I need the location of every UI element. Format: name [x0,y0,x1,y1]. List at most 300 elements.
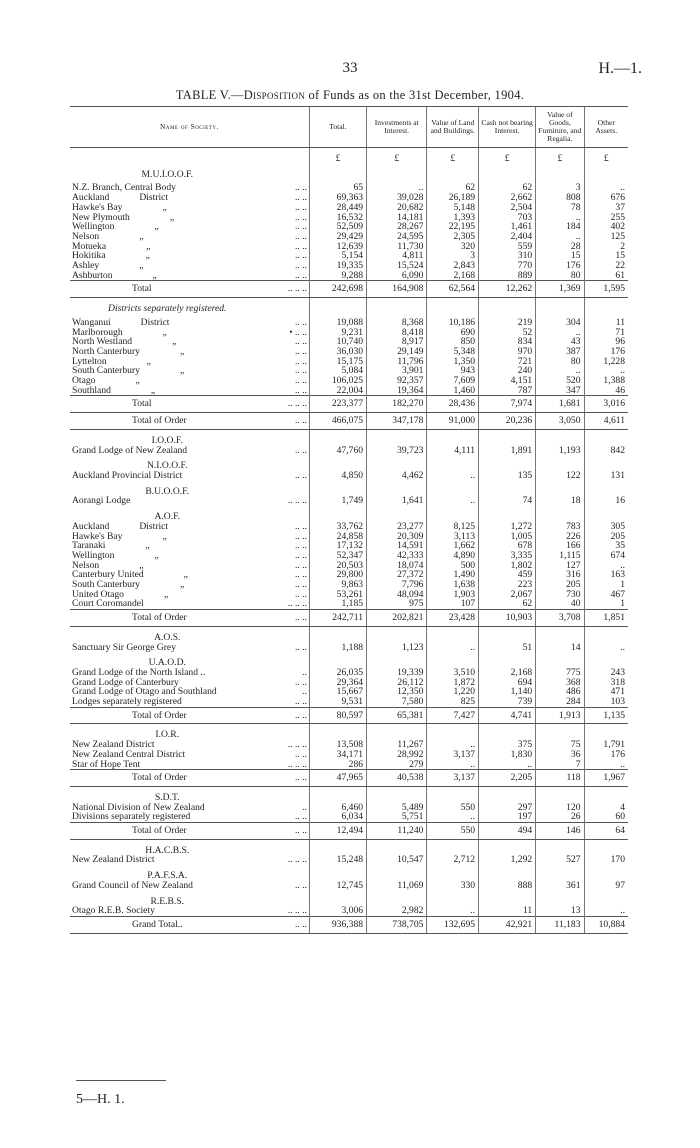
cash-cell: 10,903 [479,610,536,627]
investments-cell: 65,381 [367,707,427,724]
goods-cell: .. [536,232,584,242]
land-cell: 22,195 [427,222,479,232]
land-cell: 10,186 [427,314,479,328]
society-name [70,881,266,891]
society-heading-row [70,455,628,471]
leader-dots: .. .. [294,588,307,600]
other-cell: 676 [584,193,628,203]
cash-cell: 2,168 [479,668,536,678]
table-row [70,179,628,193]
society-name-text: Southland [72,384,111,396]
society-name-text: New Zealand District [72,854,155,866]
cash-cell: 770 [479,261,536,271]
cash-cell: 11 [479,906,536,916]
society-name-text: New Plymouth [72,211,130,223]
subheading: Districts separately registered. [108,303,227,315]
goods-cell: 284 [536,697,584,707]
currency-symbol: £ [584,148,628,164]
land-cell: 8,125 [427,522,479,532]
other-cell: .. [584,906,628,916]
total-cell: 15,175 [309,357,366,367]
society-name-text: Wanganui [72,316,111,328]
land-cell: .. [427,812,479,822]
goods-cell: 184 [536,222,584,232]
society-name-text: N.Z. Branch, Central Body [72,182,176,194]
goods-cell: 387 [536,347,584,357]
other-cell: 4 [584,803,628,813]
leader-dots: .. .. [294,530,307,542]
leader-dots: .. .. .. [287,854,307,866]
society-heading-row [70,164,628,180]
society-name-text: Grand Total.. [132,919,183,930]
cash-cell: 3,335 [479,551,536,561]
land-cell: 3,137 [427,770,479,787]
total-cell: 9,231 [309,328,366,338]
leader-dots: .. .. [294,269,307,281]
other-cell: 35 [584,541,628,551]
goods-cell: 1,115 [536,551,584,561]
society-name-text: National Division of New Zealand [72,801,205,813]
land-cell: 3,113 [427,532,479,542]
leader-dots: .. .. [294,540,307,552]
cash-cell: 219 [479,314,536,328]
leader-dots: .. .. [294,230,307,242]
leader-dots: .. .. [294,365,307,377]
investments-cell: 5,751 [367,812,427,822]
society-name-text: Total of Order [132,612,187,624]
other-cell: 1,595 [584,281,628,298]
cash-cell: 889 [479,271,536,281]
total-cell: 53,261 [309,590,366,600]
ditto-mark: „ [145,250,150,262]
table-row [70,314,628,328]
land-cell: 5,148 [427,203,479,213]
society-name [70,413,266,430]
total-cell: 286 [309,760,366,770]
goods-cell: 775 [536,668,584,678]
ditto-mark: „ [179,579,185,591]
land-cell: 550 [427,823,479,840]
society-name-text: Grand Lodge of Otago and Southland [72,686,217,698]
leader-dots: .. .. .. [287,739,307,751]
other-cell: 205 [584,532,628,542]
society-name-text: Total [132,398,152,410]
investments-cell: 28,992 [367,750,427,760]
land-cell: 23,428 [427,610,479,627]
society-name-text: Ashley [72,260,100,272]
total-cell: 47,760 [309,446,366,456]
society-name-text: Taranaki [72,540,106,552]
investments-cell: 3,901 [367,366,427,376]
cash-cell: 739 [479,697,536,707]
investments-cell: 12,350 [367,687,427,697]
land-cell: 3,137 [427,750,479,760]
other-cell: 4,611 [584,413,628,430]
society-name-text: Grand Council of New Zealand [72,879,193,891]
other-cell: .. [584,561,628,571]
table-row [70,643,628,653]
society-name [70,386,266,396]
investments-cell: 738,705 [367,917,427,934]
investments-cell: 19,364 [367,386,427,396]
cash-cell: 12,262 [479,281,536,298]
society-name-text: Grand Lodge of New Zealand [72,444,188,456]
goods-cell: 80 [536,357,584,367]
land-cell: .. [427,496,479,506]
goods-cell: 80 [536,271,584,281]
column-total: Total. [309,107,366,148]
other-cell: 1,135 [584,707,628,724]
land-cell: 550 [427,803,479,813]
investments-cell: 202,821 [367,610,427,627]
society-heading: A.O.F. [154,511,181,523]
cash-cell: 51 [479,643,536,653]
investments-cell: 11,730 [367,242,427,252]
leader-dots: .. .. [294,696,307,708]
cash-cell: 375 [479,740,536,750]
leader-dots: .. .. .. [266,396,310,413]
society-heading-row [70,652,628,668]
cash-cell: 721 [479,357,536,367]
land-cell: 850 [427,337,479,347]
leader-dots: .. .. [294,676,307,688]
total-cell: 466,075 [309,413,366,430]
leader-dots: .. .. [294,260,307,272]
other-cell: 305 [584,522,628,532]
total-cell: 12,494 [309,823,366,840]
cash-cell: 135 [479,471,536,481]
total-cell: 26,035 [309,668,366,678]
district-label: District [139,520,169,532]
investments-cell: 1,123 [367,643,427,653]
investments-cell: 1,641 [367,496,427,506]
society-name [70,599,266,609]
leader-dots: .. .. [294,748,307,760]
leader-dots: .. .. [294,192,307,204]
goods-cell: 28 [536,242,584,252]
cash-cell: 52 [479,328,536,338]
cash-cell: 1,461 [479,222,536,232]
goods-cell: 26 [536,812,584,822]
other-cell: 16 [584,496,628,506]
society-heading: A.O.S. [154,631,181,643]
goods-cell: .. [536,366,584,376]
society-heading-row [70,626,628,642]
leader-dots: .. .. [294,375,307,387]
investments-cell: 11,267 [367,740,427,750]
ditto-mark: „ [139,559,144,571]
land-cell: 1,460 [427,386,479,396]
total-row [70,707,628,724]
ditto-mark: „ [162,326,167,338]
society-heading-row [70,839,628,855]
table-row [70,812,628,822]
society-name [70,551,266,561]
total-cell: 29,429 [309,232,366,242]
society-name [70,471,266,481]
total-cell: 242,698 [309,281,366,298]
investments-cell: 8,418 [367,328,427,338]
ditto-mark: „ [169,211,175,223]
total-cell: 936,388 [309,917,366,934]
leader-dots: .. .. [266,413,310,430]
ditto-mark: „ [183,569,188,581]
total-row [70,770,628,787]
district-label: District [140,316,170,328]
goods-cell: 11,183 [536,917,584,934]
society-name-text: Motueka [72,240,107,252]
other-cell: 1,228 [584,357,628,367]
society-name [70,222,266,232]
ditto-mark: „ [145,540,150,552]
goods-cell: 146 [536,823,584,840]
society-name-text: Total of Order [132,825,187,837]
table-title [0,88,700,103]
investments-cell: 975 [367,599,427,609]
society-name [70,697,266,707]
cash-cell: 310 [479,251,536,261]
total-cell: 9,531 [309,697,366,707]
land-cell: 690 [427,328,479,338]
cash-cell: 4,151 [479,376,536,386]
total-cell: 17,132 [309,541,366,551]
table-title-prefix: TABLE V.— [175,88,244,102]
investments-cell: 8,368 [367,314,427,328]
society-name-text: Total of Order [132,709,187,721]
goods-cell: 808 [536,193,584,203]
goods-cell: 1,193 [536,446,584,456]
goods-cell: .. [536,213,584,223]
society-heading: I.O.O.F. [151,434,183,446]
other-cell: .. [584,643,628,653]
investments-cell: 279 [367,760,427,770]
investments-cell: 24,595 [367,232,427,242]
land-cell: 1,220 [427,687,479,697]
total-cell: 12,639 [309,242,366,252]
ditto-mark: „ [139,230,144,242]
goods-cell: 3,708 [536,610,584,627]
society-name [70,823,266,840]
goods-cell: 40 [536,599,584,609]
other-cell: 163 [584,570,628,580]
land-cell: 4,890 [427,551,479,561]
other-cell: 96 [584,337,628,347]
column-name-of-society: Name of Society. [70,107,309,148]
land-cell: 2,168 [427,271,479,281]
leader-dots: .. .. .. [287,598,307,610]
table-title-caps: Disposition [243,88,306,102]
land-cell: 91,000 [427,413,479,430]
society-name-text: Auckland [72,192,110,204]
land-cell: 2,712 [427,855,479,865]
page-number: 33 [342,60,358,76]
society-name [70,707,266,724]
goods-cell: 15 [536,251,584,261]
investments-cell: 40,538 [367,770,427,787]
society-name [70,396,266,413]
total-cell: 106,025 [309,376,366,386]
goods-cell: 3,050 [536,413,584,430]
total-cell: 10,740 [309,337,366,347]
leader-dots: .. .. [294,444,307,456]
goods-cell: 13 [536,906,584,916]
society-name-text: Total [132,283,152,295]
goods-cell: 122 [536,471,584,481]
goods-cell: 36 [536,750,584,760]
society-name-text: Wellington [72,221,115,233]
land-cell: 5,348 [427,347,479,357]
goods-cell: 1,369 [536,281,584,298]
leader-dots: .. .. .. [287,758,307,770]
total-row [70,610,628,627]
leader-dots: .. .. [294,211,307,223]
total-cell: 19,335 [309,261,366,271]
goods-cell: 520 [536,376,584,386]
cash-cell: 2,404 [479,232,536,242]
land-cell: .. [427,643,479,653]
investments-cell: 11,796 [367,357,427,367]
cash-cell: 1,140 [479,687,536,697]
cash-cell: 2,504 [479,203,536,213]
investments-cell: 182,270 [367,396,427,413]
ditto-mark: „ [179,345,185,357]
goods-cell: 3 [536,179,584,193]
land-cell: 825 [427,697,479,707]
leader-dots: .. .. [294,879,307,891]
goods-cell: 486 [536,687,584,697]
society-heading: P.A.F.S.A. [147,870,188,882]
leader-dots: .. .. [294,336,307,348]
society-name [70,906,266,916]
cash-cell: 559 [479,242,536,252]
other-cell: .. [584,366,628,376]
land-cell: .. [427,760,479,770]
currency-symbol: £ [309,148,366,164]
society-name-text: Lyttelton [72,355,107,367]
land-cell: 330 [427,881,479,891]
other-cell: .. [584,179,628,193]
goods-cell: 7 [536,760,584,770]
total-cell: 69,363 [309,193,366,203]
total-cell: 29,800 [309,570,366,580]
land-cell: 4,111 [427,446,479,456]
investments-cell: 39,723 [367,446,427,456]
society-name-text: Sanctuary Sir George Grey [72,641,176,653]
leader-dots: .. .. [266,823,310,840]
total-cell: 22,004 [309,386,366,396]
leader-dots: .. .. [294,579,307,591]
other-cell: 103 [584,697,628,707]
goods-cell: 75 [536,740,584,750]
other-cell: 3,016 [584,396,628,413]
cash-cell: .. [479,760,536,770]
total-row [70,281,628,298]
total-cell: 65 [309,179,366,193]
other-cell: 402 [584,222,628,232]
total-cell: 20,503 [309,561,366,571]
goods-cell: 43 [536,337,584,347]
land-cell: 26,189 [427,193,479,203]
society-name-text: Lodges separately registered [72,696,182,708]
land-cell: 7,609 [427,376,479,386]
table-header-row [70,107,628,148]
society-name-text: Grand Lodge of Canterbury [72,676,179,688]
total-cell: 1,188 [309,643,366,653]
society-name [70,271,266,281]
cash-cell: 7,974 [479,396,536,413]
goods-cell: 347 [536,386,584,396]
leader-dots: .. .. [294,345,307,357]
investments-cell: 19,339 [367,668,427,678]
leader-dots: .. .. [294,182,307,194]
table-row [70,760,628,770]
cash-cell: 2,662 [479,193,536,203]
leader-dots: .. .. [294,520,307,532]
society-name-text: Aorangi Lodge [72,495,131,507]
other-cell: 1 [584,580,628,590]
society-name-text: North Canterbury [72,345,140,357]
leader-dots: .. .. [266,770,310,787]
other-cell: 37 [584,203,628,213]
society-heading-row [70,506,628,522]
goods-cell: 118 [536,770,584,787]
other-cell: 10,884 [584,917,628,934]
other-cell: 674 [584,551,628,561]
other-cell: 318 [584,678,628,688]
investments-cell: 347,178 [367,413,427,430]
investments-cell: 26,112 [367,678,427,688]
other-cell: 1,791 [584,740,628,750]
other-cell: 2 [584,242,628,252]
goods-cell: 361 [536,881,584,891]
total-cell: 29,364 [309,678,366,688]
table-row [70,471,628,481]
disposition-table [70,106,628,934]
goods-cell: 783 [536,522,584,532]
total-cell: 47,965 [309,770,366,787]
investments-cell: 27,372 [367,570,427,580]
leader-dots: .. .. [294,201,307,213]
land-cell: 3 [427,251,479,261]
investments-cell: 2,982 [367,906,427,916]
document-reference: H.—1. [598,60,642,77]
land-cell: 1,872 [427,678,479,688]
investments-cell: 29,149 [367,347,427,357]
total-row [70,823,628,840]
society-heading: N.I.O.O.F. [146,460,188,472]
society-heading-row [70,891,628,907]
table-title-rest: of Funds as on the 31st December, 1904. [305,88,525,102]
other-cell: 97 [584,881,628,891]
cash-cell: 787 [479,386,536,396]
cash-cell: 20,236 [479,413,536,430]
goods-cell: 120 [536,803,584,813]
leader-dots: .. .. [294,549,307,561]
society-name-text: North Westland [72,336,133,348]
table-row [70,386,628,396]
total-cell: 24,858 [309,532,366,542]
investments-cell: 18,074 [367,561,427,571]
total-cell: 3,006 [309,906,366,916]
table-row [70,496,628,506]
total-cell: 5,154 [309,251,366,261]
leader-dots: .. .. [294,811,307,823]
society-name [70,314,266,328]
society-name-text: Otago R.E.B. Society [72,905,155,917]
land-cell: 1,638 [427,580,479,590]
cash-cell: 834 [479,337,536,347]
total-cell: 52,509 [309,222,366,232]
